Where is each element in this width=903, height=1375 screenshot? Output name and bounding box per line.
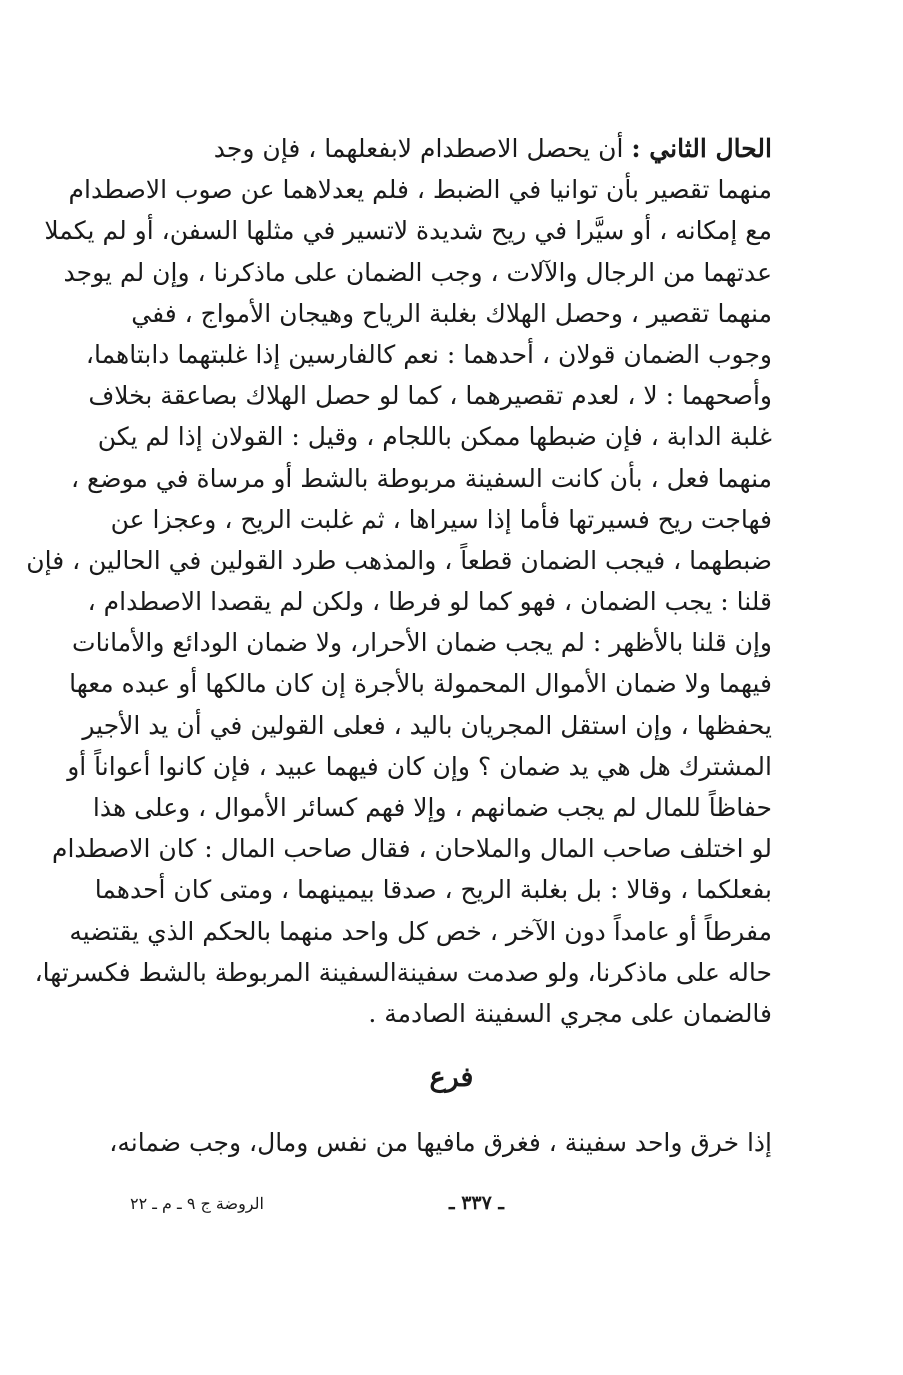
text-line-3: مع إمكانه ، أو سيَّرا في ريح شديدة لاتسير في مثلها السفن، أو لم يكملا bbox=[44, 216, 772, 246]
text-line-1: الحال الثاني : أن يحصل الاصطدام لابفعلهما ، فإن وجد bbox=[213, 134, 772, 163]
text-line-2: منهما تقصير بأن توانيا في الضبط ، فلم يعدلاهما عن صوب الاصطدام bbox=[68, 175, 772, 205]
section-heading: فرع bbox=[429, 1062, 474, 1093]
page-footer bbox=[130, 1192, 772, 1222]
text-line-21: حاله على ماذكرنا، ولو صدمت سفينةالسفينة المربوطة بالشط فكسرتها، bbox=[34, 957, 772, 987]
page-number: ـ ٣٣٧ ـ bbox=[449, 1192, 504, 1214]
text-line-22: فالضمان على مجري السفينة الصادمة . bbox=[368, 998, 772, 1028]
section-lead: الحال الثاني : bbox=[631, 134, 772, 163]
text-line-10: فهاجت ريح فسيرتها فأما إذا سيراها ، ثم غلبت الريح ، وعجزا عن bbox=[110, 504, 772, 534]
text-line-17: حفاظاً للمال لم يجب ضمانهم ، وإلا فهم كسائر الأموال ، وعلى هذا bbox=[92, 793, 772, 822]
text-line-12: قلنا : يجب الضمان ، فهو كما لو فرطا ، ولكن لم يقصدا الاصطدام ، bbox=[87, 587, 772, 617]
text-line-13: وإن قلنا بالأظهر : لم يجب ضمان الأحرار، ولا ضمان الودائع والأمانات bbox=[72, 628, 772, 658]
text-line-11: ضبطهما ، فيجب الضمان قطعاً ، والمذهب طرد القولين في الحالين ، فإن bbox=[26, 545, 772, 575]
section-first-line: إذا خرق واحد سفينة ، فغرق مافيها من نفس ومال، وجب ضمانه، bbox=[109, 1128, 772, 1157]
main-text bbox=[26, 128, 772, 1034]
text-line-15: يحفظها ، وإن استقل المجريان باليد ، فعلى القولين في أن يد الأجير bbox=[82, 710, 772, 740]
text-line-6: وجوب الضمان قولان ، أحدهما : نعم كالفارسين إذا غلبتهما دابتاهما، bbox=[85, 339, 772, 369]
text-line-18: لو اختلف صاحب المال والملاحان ، فقال صاحب المال : كان الاصطدام bbox=[51, 834, 772, 864]
text-line-5: منهما تقصير ، وحصل الهلاك بغلبة الرياح وهيجان الأمواج ، ففي bbox=[131, 298, 772, 328]
text-line-4: عدتهما من الرجال والآلات ، وجب الضمان على ماذكرنا ، وإن لم يوجد bbox=[63, 257, 772, 287]
text-line-20: مفرطاً أو عامداً دون الآخر ، خص كل واحد منهما بالحكم الذي يقتضيه bbox=[69, 916, 772, 946]
source-reference: الروضة ج ٩ ـ م ـ ٢٢ bbox=[130, 1194, 264, 1213]
text-line-14: فيهما ولا ضمان الأموال المحمولة بالأجرة إن كان مالكها أو عبده معها bbox=[69, 669, 772, 699]
text-line-19: بفعلكما ، وقالا : بل بغلبة الريح ، صدقا بيمينهما ، ومتى كان أحدهما bbox=[94, 875, 772, 905]
text-line-7: وأصحهما : لا ، لعدم تقصيرهما ، كما لو حصل الهلاك بصاعقة بخلاف bbox=[88, 381, 772, 411]
text-line-16: المشترك هل هي يد ضمان ؟ وإن كان فيهما عبيد ، فإن كانوا أعواناً أو bbox=[67, 751, 772, 781]
text-line-8: غلبة الدابة ، فإن ضبطها ممكن باللجام ، وقيل : القولان إذا لم يكن bbox=[97, 422, 772, 452]
text-line-9: منهما فعل ، بأن كانت السفينة مربوطة بالشط أو مرساة في موضع ، bbox=[70, 463, 772, 493]
